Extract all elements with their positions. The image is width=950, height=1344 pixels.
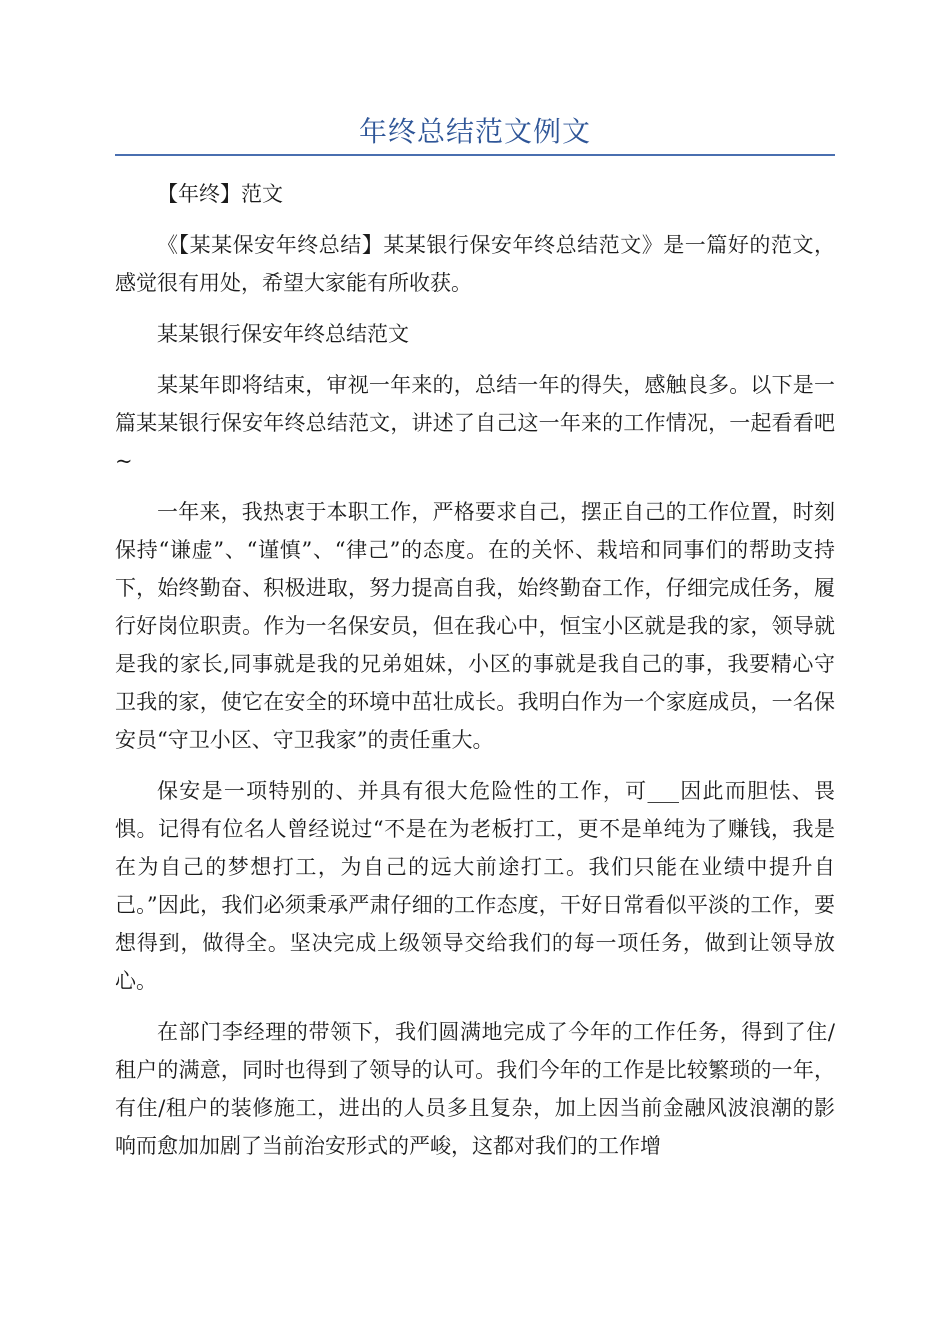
document-body [115, 175, 835, 1178]
paragraph-heading: 【年终】范文 [157, 182, 283, 206]
paragraph: 在部门李经理的带领下，我们圆满地完成了今年的工作任务，得到了住/租户的满意，同时也得到了领导的认可。我们今年的工作是比较繁琐的一年，有住/租户的装修施工，进出的人员多且复杂，加上因当前金融风波浪潮的影响而愈加加剧了当前治安形式的严峻，这都对我们的工作增 [115, 1020, 835, 1158]
paragraph-subtitle: 某某银行保安年终总结范文 [157, 322, 409, 346]
paragraph: 某某年即将结束，审视一年来的，总结一年的得失，感触良多。以下是一篇某某银行保安年终总结范文，讲述了自己这一年来的工作情况，一起看看吧~ [115, 373, 835, 473]
document-title: 年终总结范文例文 [358, 115, 591, 148]
paragraph: 保安是一项特别的、并具有很大危险性的工作，可___因此而胆怯、畏惧。记得有位名人曾经说过“不是在为老板打工，更不是单纯为了赚钱，我是在为自己的梦想打工，为自己的远大前途打工。我们只能在业绩中提升自己。”因此，我们必须秉承严肃仔细的工作态度，干好日常看似平淡的工作，要想得到，做得全。坚决完成上级领导交给我们的每一项任务，做到让领导放心。 [115, 779, 835, 993]
paragraph: 一年来，我热衷于本职工作，严格要求自己，摆正自己的工作位置，时刻保持“谦虚”、“谨慎”、“律己”的态度。在的关怀、栽培和同事们的帮助支持下，始终勤奋、积极进取，努力提高自我，始终勤奋工作，仔细完成任务，履行好岗位职责。作为一名保安员，但在我心中，恒宝小区就是我的家，领导就是我的家长,同事就是我的兄弟姐妹，小区的事就是我自己的事，我要精心守卫我的家，使它在安全的环境中茁壮成长。我明白作为一个家庭成员，一名保安员“守卫小区、守卫我家”的责任重大。 [115, 500, 835, 752]
title-underline [115, 154, 835, 156]
paragraph-intro: 《【某某保安年终总结】某某银行保安年终总结范文》是一篇好的范文，感觉很有用处，希望大家能有所收获。 [115, 233, 835, 295]
